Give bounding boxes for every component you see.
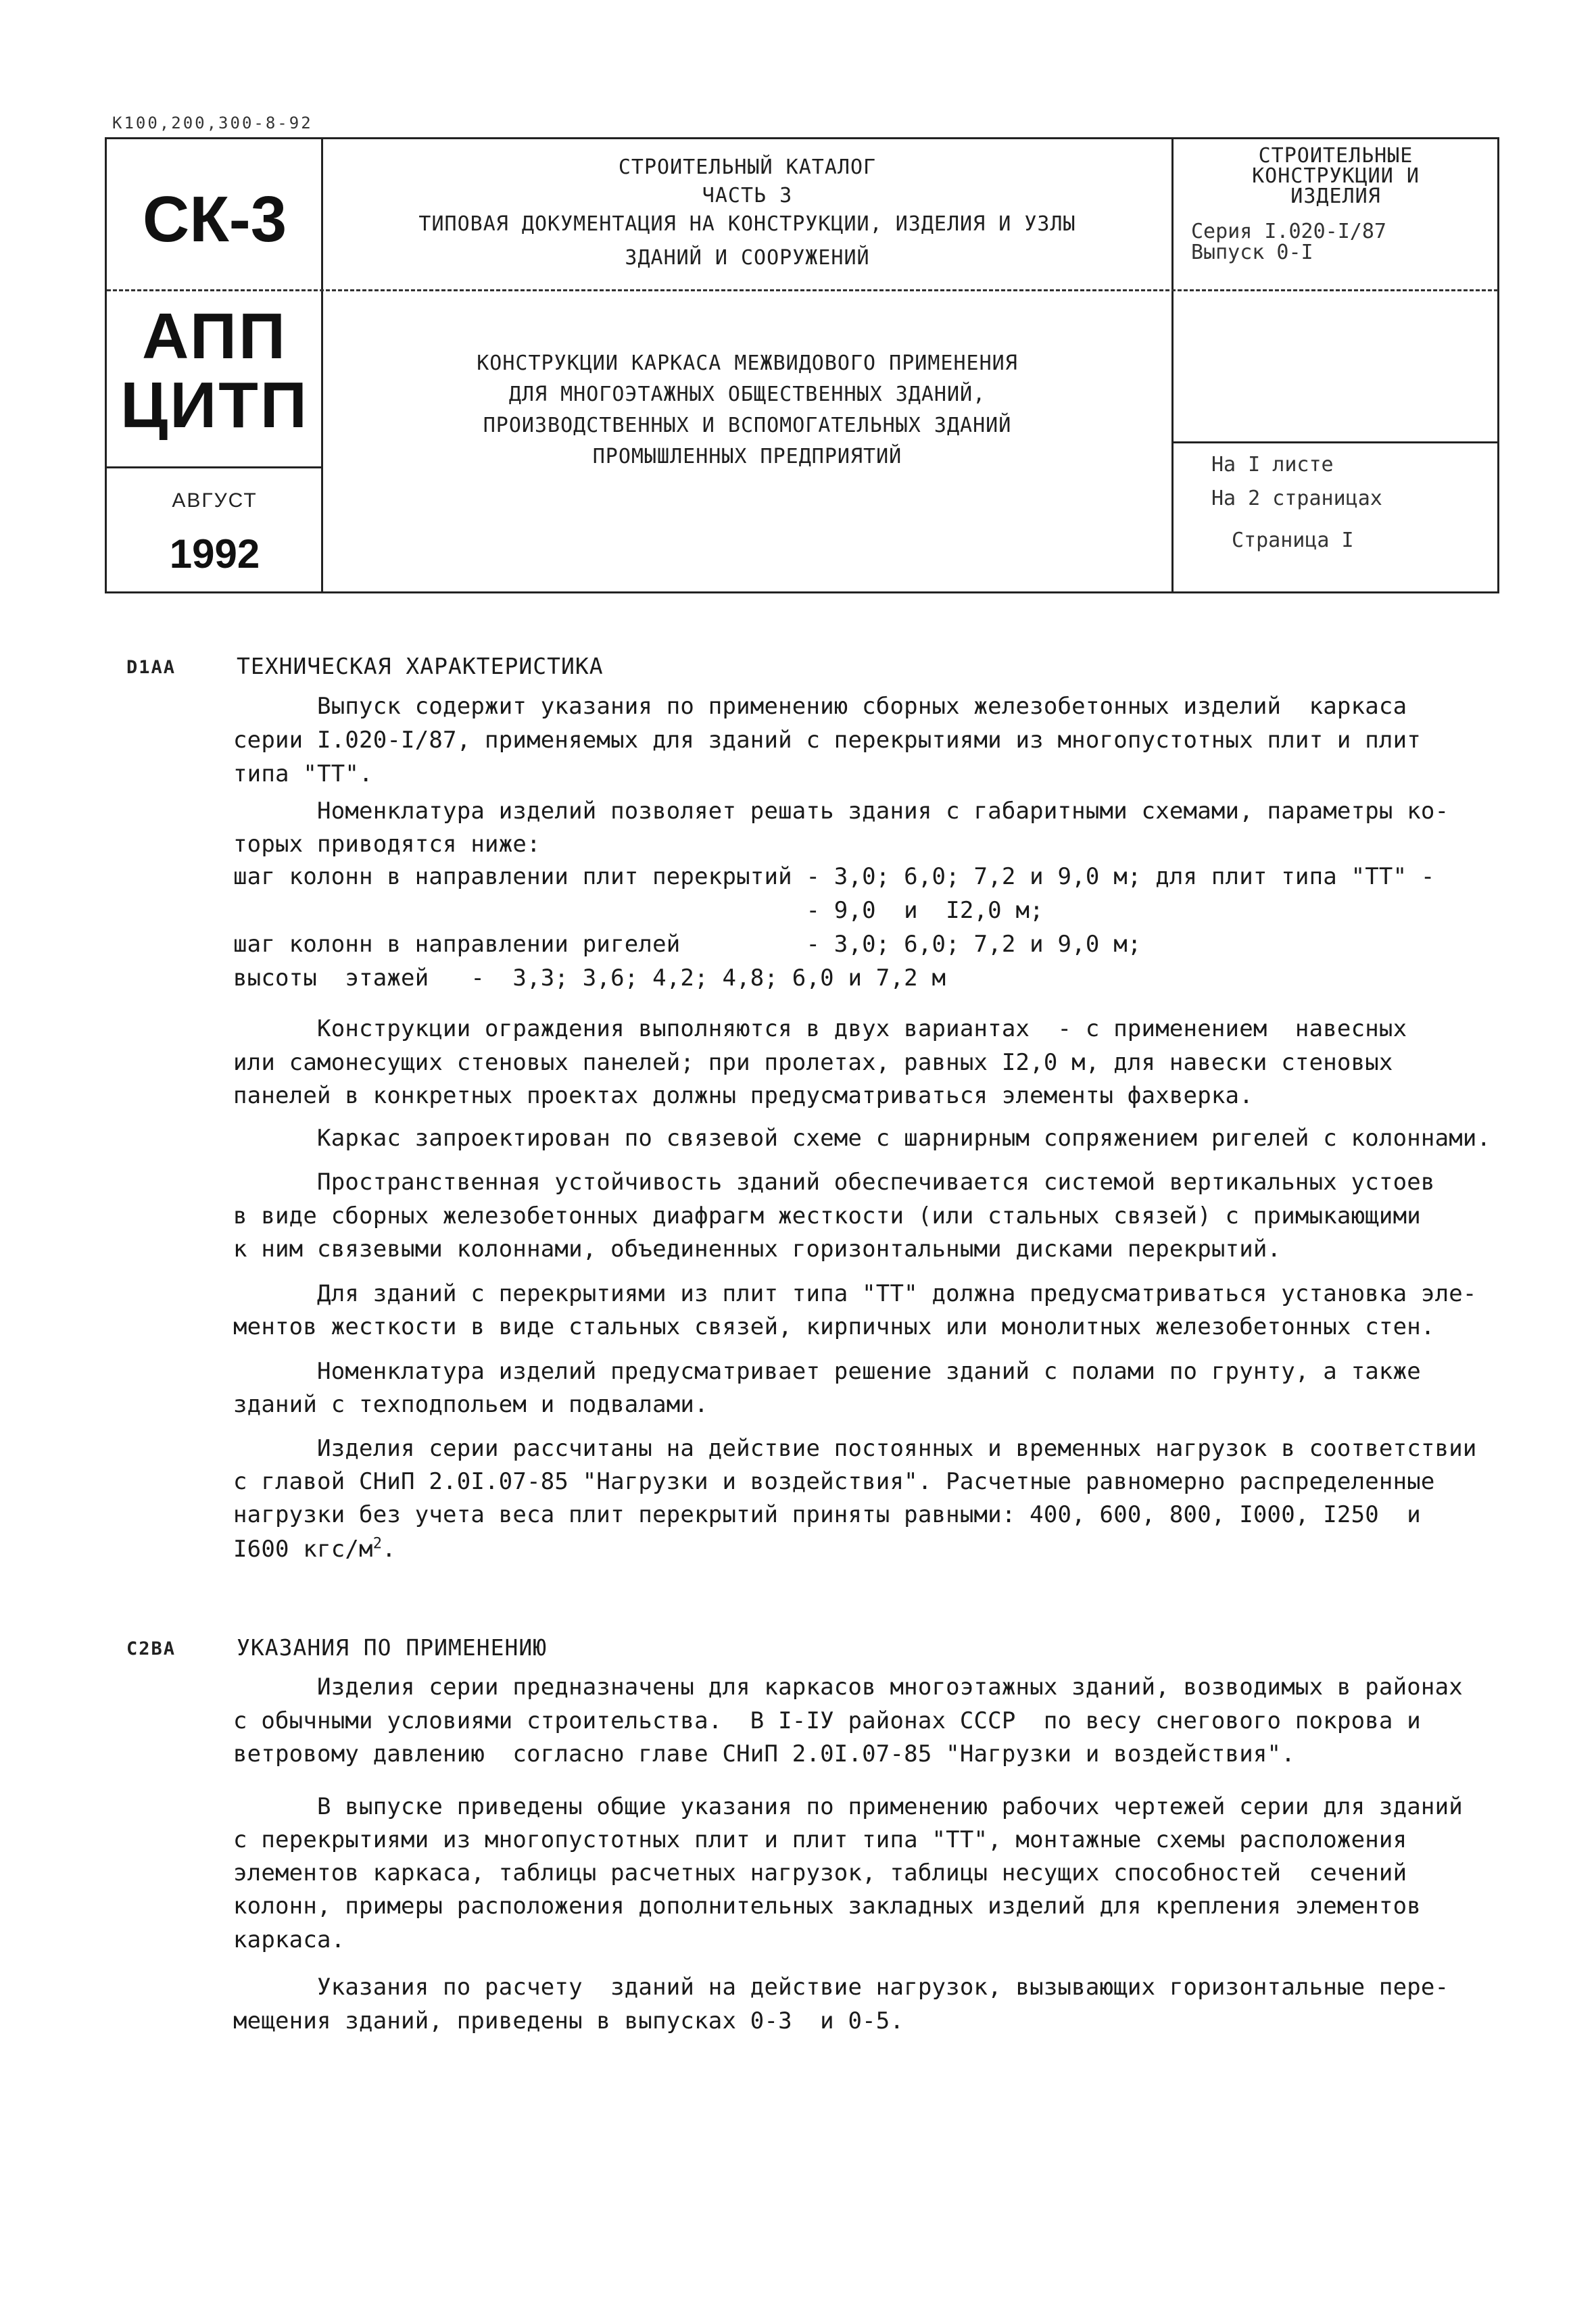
text-line: колонн, примеры расположения дополнительных закладных изделий для крепления элементов: [233, 1893, 1421, 1920]
text-line: ментов жесткости в виде стальных связей, кирпичных или монолитных железобетонных стен.: [233, 1313, 1435, 1340]
section-code: C2BA: [126, 1638, 176, 1659]
section-heading: УКАЗАНИЯ ПО ПРИМЕНЕНИЮ: [237, 1634, 548, 1661]
section-heading: ТЕХНИЧЕСКАЯ ХАРАКТЕРИСТИКА: [237, 653, 604, 679]
text-line: высоты этажей - 3,3; 3,6; 4,2; 4,8; 6,0 и 7,2 м: [233, 965, 946, 992]
text-line: В выпуске приведены общие указания по применению рабочих чертежей серии для зданий: [233, 1793, 1463, 1820]
document-title: [323, 351, 1171, 469]
text-line: с обычными условиями строительства. В I-IУ районах СССР по весу снегового покрова и: [233, 1707, 1421, 1734]
document-title-line: ПРОИЗВОДСТВЕННЫХ И ВСПОМОГАТЕЛЬНЫХ ЗДАНИЙ: [483, 414, 1012, 437]
text-line: шаг колонн в направлении плит перекрытий - 3,0; 6,0; 7,2 и 9,0 м; для плит типа "ТТ" -: [233, 863, 1435, 890]
section-title-line: СТРОИТЕЛЬНЫЕ: [1258, 144, 1413, 168]
text-line: Для зданий с перекрытиями из плит типа "ТТ" должна предусматриваться установка эле-: [233, 1280, 1477, 1307]
text-line: нагрузки без учета веса плит перекрытий приняты равными: 400, 600, 800, I000, I250 и: [233, 1501, 1421, 1528]
text-line: с перекрытиями из многопустотных плит и плит типа "ТТ", монтажные схемы расположения: [233, 1826, 1407, 1853]
document-title-line: ПРОМЫШЛЕННЫХ ПРЕДПРИЯТИЙ: [592, 445, 902, 468]
org-line-1: АПП: [141, 300, 288, 372]
section-title: [1176, 146, 1495, 207]
text-line: I600 кгс/м: [233, 1536, 373, 1563]
text-line: торых приводятся ниже:: [233, 831, 541, 858]
text-line: каркаса.: [233, 1926, 345, 1953]
text-line: Выпуск содержит указания по применению сборных железобетонных изделий каркаса: [233, 693, 1407, 720]
text-line: Конструкции ограждения выполняются в двух вариантах - с применением навесных: [233, 1015, 1407, 1042]
catalog-title-line: ТИПОВАЯ ДОКУМЕНТАЦИЯ НА КОНСТРУКЦИИ, ИЗДЕЛИЯ И УЗЛЫ: [418, 212, 1076, 236]
text-line: мещения зданий, приведены в выпусках 0-3 и 0-5.: [233, 2007, 904, 2034]
text-line: или самонесущих стеновых панелей; при пролетах, равных I2,0 м, для навески стеновых: [233, 1049, 1393, 1076]
pages-count: На 2 страницах: [1211, 487, 1382, 510]
catalog-title-line: СТРОИТЕЛЬНЫЙ КАТАЛОГ: [618, 155, 877, 179]
text-line: с главой СНиП 2.0I.07-85 "Нагрузки и воздействия". Расчетные равномерно распределенные: [233, 1468, 1435, 1495]
text-line: - 9,0 и I2,0 м;: [233, 897, 1044, 924]
catalog-title-line: ЗДАНИЙ И СООРУЖЕНИЙ: [625, 246, 870, 270]
text-line: панелей в конкретных проектах должны предусматриваться элементы фахверка.: [233, 1082, 1253, 1109]
text-line: типа "ТТ".: [233, 760, 373, 787]
superscript: 2: [372, 1535, 383, 1553]
text-line: ветровому давлению согласно главе СНиП 2.0I.07-85 "Нагрузки и воздействия".: [233, 1740, 1295, 1768]
text-line: в виде сборных железобетонных диафрагм жесткости (или стальных связей) с примыкающими: [233, 1202, 1421, 1229]
section-code: D1AA: [126, 657, 176, 678]
document-code: К100,200,300-8-92: [112, 114, 313, 132]
text-line: Изделия серии предназначены для каркасов многоэтажных зданий, возводимых в районах: [233, 1674, 1463, 1701]
text-line: Номенклатура изделий предусматривает решение зданий с полами по грунту, а также: [233, 1358, 1421, 1385]
document-title-line: КОНСТРУКЦИИ КАРКАСА МЕЖВИДОВОГО ПРИМЕНЕНИЯ: [477, 351, 1018, 375]
text-line: к ним связевыми колоннами, объединенных горизонтальными дисками перекрытий.: [233, 1236, 1282, 1263]
text-line: Изделия серии рассчитаны на действие постоянных и временных нагрузок в соответствии: [233, 1435, 1477, 1462]
text-line: зданий с техподпольем и подвалами.: [233, 1391, 708, 1418]
sk-mark: СК-3: [142, 183, 287, 255]
line-end: .: [382, 1536, 396, 1563]
year: 1992: [169, 531, 260, 577]
section-title-line: КОНСТРУКЦИИ И: [1252, 164, 1420, 188]
text-line-with-superscript: [233, 1536, 396, 1563]
text-line: Каркас запроектирован по связевой схеме с шарнирным сопряжением ригелей с колоннами.: [233, 1125, 1491, 1152]
month: АВГУСТ: [172, 489, 258, 512]
org-line-2: ЦИТП: [120, 369, 309, 441]
section-title-line: ИЗДЕЛИЯ: [1290, 185, 1381, 208]
catalog-title: [323, 155, 1171, 270]
page-number: Страница I: [1232, 529, 1354, 552]
text-line: элементов каркаса, таблицы расчетных нагрузок, таблицы несущих способностей сечений: [233, 1859, 1407, 1886]
text-line: Указания по расчету зданий на действие нагрузок, вызывающих горизонтальные пере-: [233, 1974, 1449, 2001]
document-title-line: ДЛЯ МНОГОЭТАЖНЫХ ОБЩЕСТВЕННЫХ ЗДАНИЙ,: [508, 383, 986, 406]
text-line: серии I.020-I/87, применяемых для зданий с перекрытиями из многопустотных плит и плит: [233, 727, 1421, 754]
sheets-count: На I листе: [1211, 453, 1334, 477]
series: Серия I.020-I/87: [1191, 220, 1386, 243]
issue: Выпуск 0-I: [1191, 241, 1313, 264]
catalog-title-line: ЧАСТЬ 3: [702, 184, 793, 208]
text-line: Номенклатура изделий позволяет решать здания с габаритными схемами, параметры ко-: [233, 798, 1449, 825]
text-line: Пространственная устойчивость зданий обеспечивается системой вертикальных устоев: [233, 1169, 1435, 1196]
text-line: шаг колонн в направлении ригелей - 3,0; 6,0; 7,2 и 9,0 м;: [233, 931, 1142, 958]
